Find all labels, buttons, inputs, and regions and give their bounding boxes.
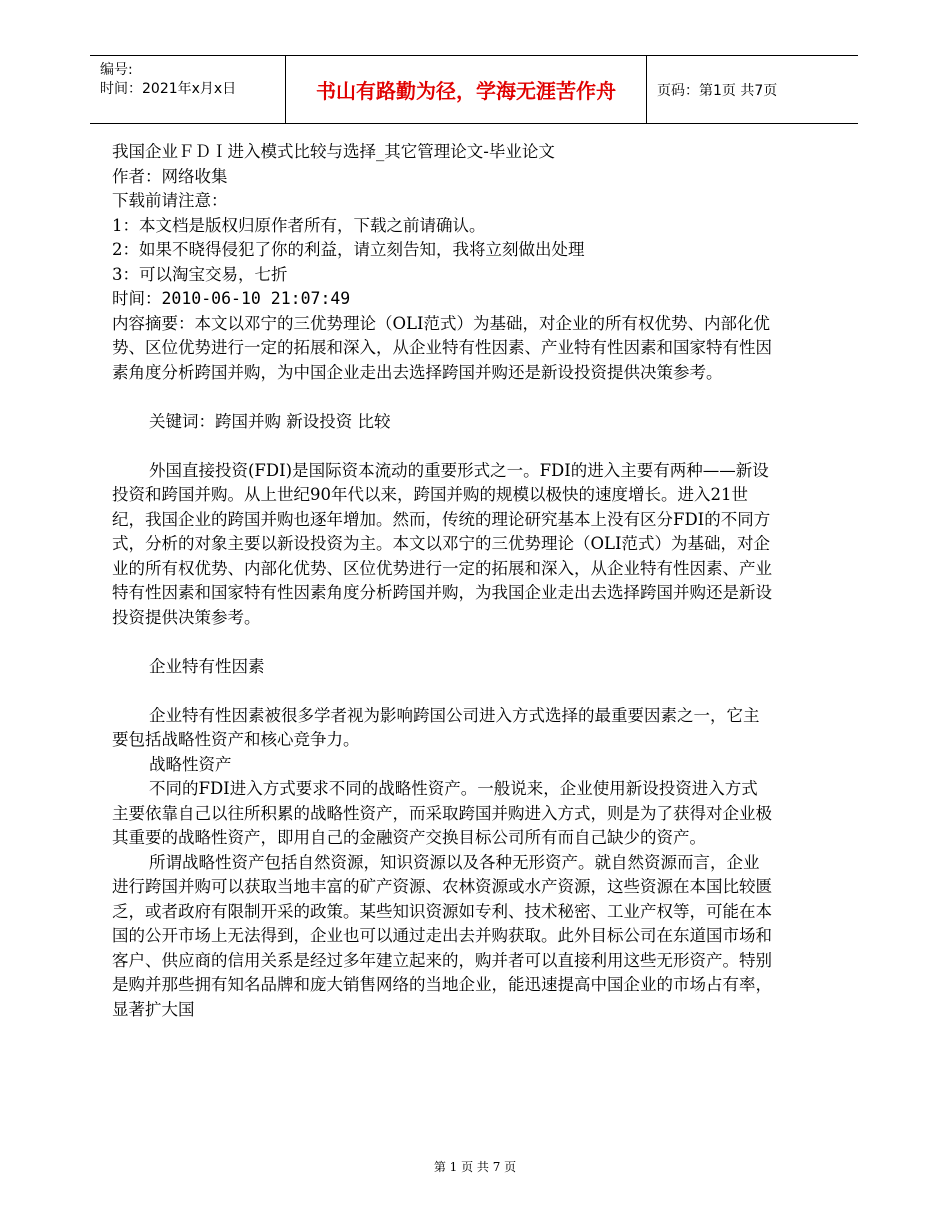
header-motto: 书山有路勤为径，学海无涯苦作舟 (285, 56, 647, 123)
document-body (112, 140, 772, 1022)
spacer (112, 630, 772, 655)
doc-title: 我国企业ＦＤＩ进入模式比较与选择_其它管理论文-毕业论文 (112, 142, 555, 161)
section-heading: 企业特有性因素 (149, 656, 265, 676)
sub-heading: 战略性资产 (149, 754, 232, 774)
doc-author: 作者：网络收集 (112, 166, 228, 186)
spacer (112, 434, 772, 459)
intro-paragraph: 外国直接投资(FDI)是国际资本流动的重要形式之一。FDI的进入主要有两种——新设投资和跨国并购。从上世纪90年代以来，跨国并购的规模以极快的速度增长。进入21世纪，我国企业的跨国并购也逐年增加。然而，传统的理论研究基本上没有区分FDI的不同方式，分析的对象主要以新设投资为主。本文以邓宁的三优势理论（OLI范式）为基础，对企业的所有权优势、内部化优势、区位优势进行一定的拓展和深入，从企业特有性因素、产业特有性因素和国家特有性因素角度分析跨国并购，为我国企业走出去选择跨国并购还是新设投资提供决策参考。 (112, 460, 772, 627)
time-label: 时间：2021年x月x日 (100, 81, 237, 97)
notice-item-1: 1：本文档是版权归原作者所有，下载之前请确认。 (112, 215, 486, 235)
notice-heading: 下载前请注意： (112, 191, 228, 210)
spacer (112, 385, 772, 410)
notice-item-2: 2：如果不晓得侵犯了你的利益，请立刻告知，我将立刻做出处理 (112, 240, 585, 259)
serial-label: 编号: (100, 62, 133, 78)
sub-paragraph-2: 所谓战略性资产包括自然资源，知识资源以及各种无形资产。就自然资源而言，企业进行跨国并购可以获取当地丰富的矿产资源、农林资源或水产资源，这些资源在本国比较匮乏，或者政府有限制开采的政策。某些知识资源如专利、技术秘密、工业产权等，可能在本国的公开市场上无法得到，企业也可以通过走出去并购获取。此外目标公司在东道国市场和客户、供应商的信用关系是经过多年建立起来的，购并者可以直接利用这些无形资产。特别是购并那些拥有知名品牌和庞大销售网络的当地企业，能迅速提高中国企业的市场占有率，显著扩大国 (112, 852, 772, 1019)
notice-item-3: 3：可以淘宝交易，七折 (112, 264, 288, 284)
section-paragraph: 企业特有性因素被很多学者视为影响跨国公司进入方式选择的最重要因素之一，它主要包括战略性资产和核心竞争力。 (112, 705, 760, 749)
sub-paragraph-1: 不同的FDI进入方式要求不同的战略性资产。一般说来，企业使用新设投资进入方式主要依靠自己以往所积累的战略性资产，而采取跨国并购进入方式，则是为了获得对企业极其重要的战略性资产，即用自己的金融资产交换目标公司所有而自己缺少的资产。 (112, 779, 772, 847)
keywords: 关键词：跨国并购 新设投资 比较 (149, 411, 391, 431)
header-page-info: 页码：第1页 共7页 (657, 82, 778, 99)
abstract: 内容摘要：本文以邓宁的三优势理论（OLI范式）为基础，对企业的所有权优势、内部化优势、区位优势进行一定的拓展和深入，从企业特有性因素、产业特有性因素和国家特有性因素角度分析跨国并购，为中国企业走出去选择跨国并购还是新设投资提供决策参考。 (112, 313, 772, 382)
doc-time: 时间：2010-06-10 21:07:49 (112, 289, 351, 308)
header-meta (90, 56, 285, 123)
spacer (112, 679, 772, 704)
page-footer: 第 1 页 共 7 页 (433, 1160, 517, 1174)
page-header (90, 55, 858, 124)
